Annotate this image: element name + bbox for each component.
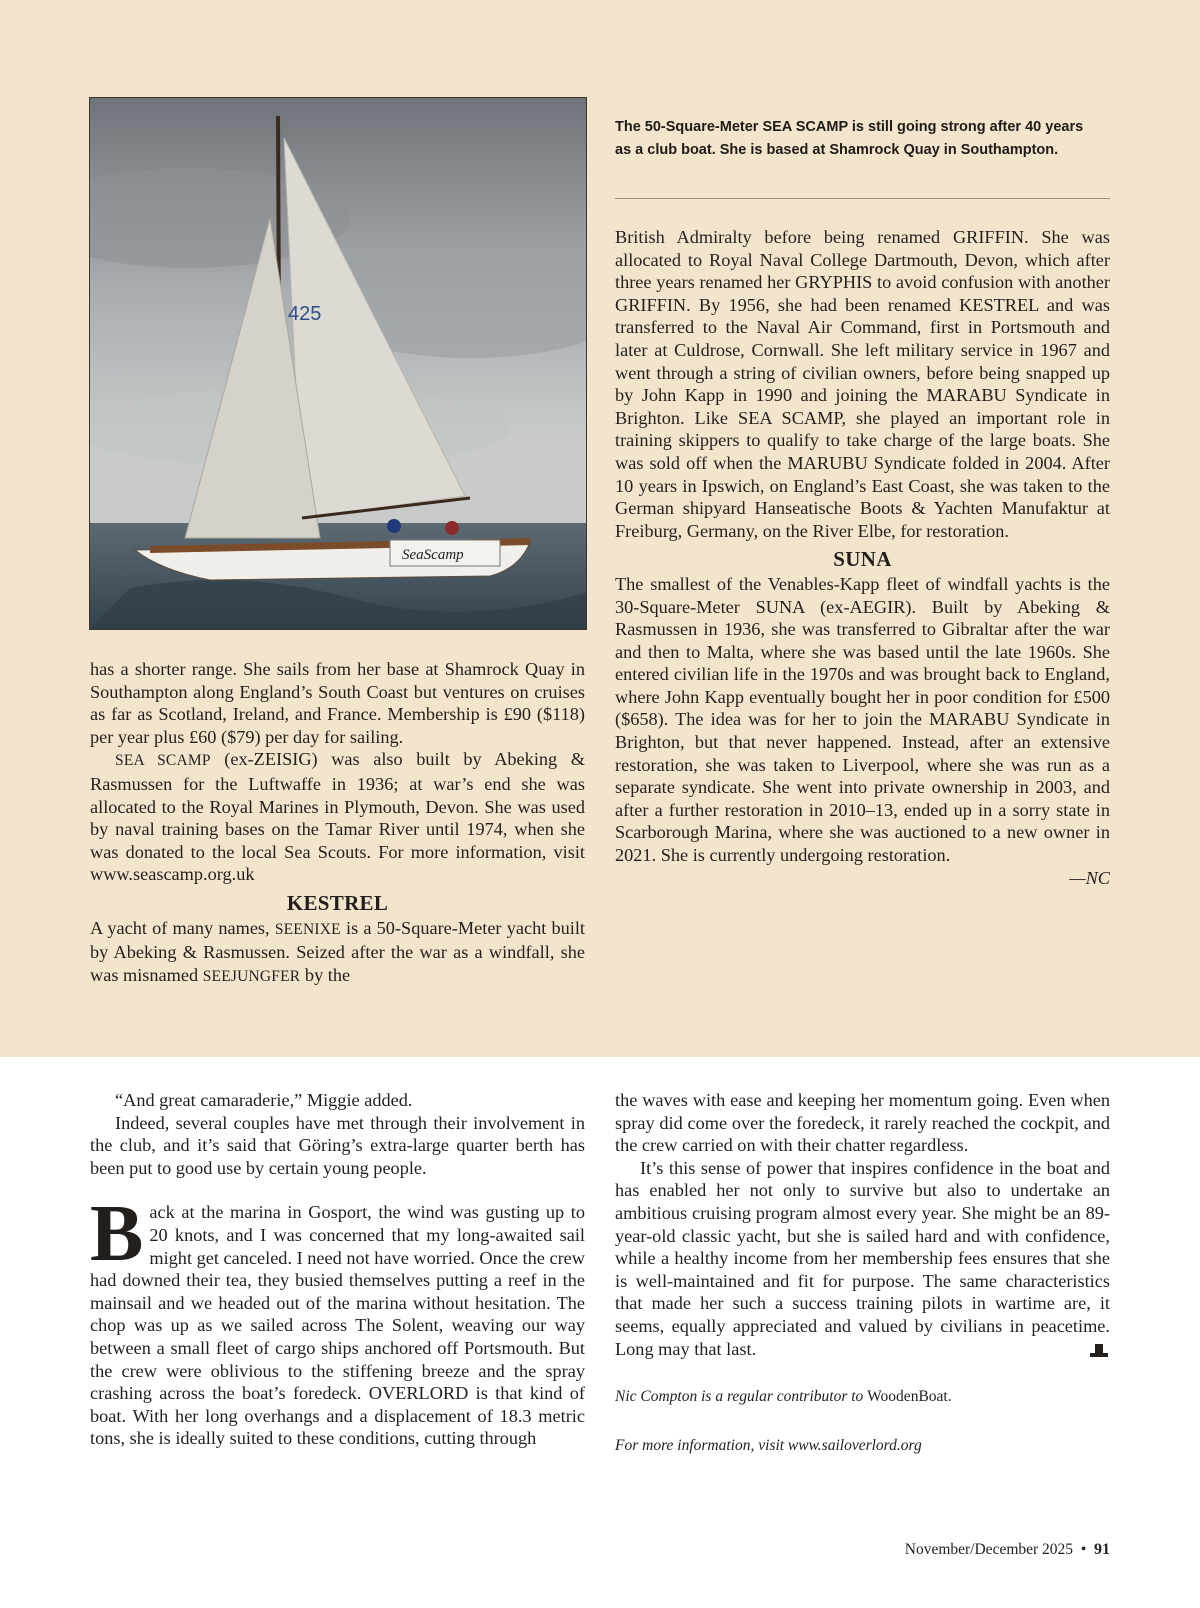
paragraph-text: was also built by Abeking & Rasmussen for the Luftwaffe in 1936; at war’s end she was allocated to the Royal Marines in Plymouth, Devon. She was used by naval training bases on the Tamar River until 1974, when she was donated to the local Sea Scouts. For more information, visit www.seascamp.org.uk <box>90 749 585 885</box>
article-paragraph <box>615 1157 1110 1360</box>
sail-number: 425 <box>288 303 322 325</box>
author-initials: —NC <box>1069 867 1110 888</box>
sea-scamp-paragraph: has a shorter range. She sails from her base at Shamrock Quay in Southampton along England’s South Coast but ventures on cruises as far as Scotland, Ireland, and France. Membership is £90 ($118) per year plus £60 ($79) per day for sailing. <box>90 659 585 747</box>
sailboat-illustration <box>90 98 586 629</box>
kestrel-paragraph <box>90 917 585 989</box>
paragraph-text: It’s this sense of power that inspires confidence in the boat and has enabled her not only to survive but also to undertake an ambitious cruising program almost every year. She might be an 89-year-old classic yacht, but she is sailed hard and with confidence, while a healthy income from her membership fees ensures that she is well-maintained and fit for purpose. The same characteristics that made her such a success training pilots in wartime are, it seems, equally appreciated and valued by civilians in peacetime. Long may that last. <box>615 1157 1110 1359</box>
article-paragraph: “And great camaraderie,” Miggie added. <box>115 1090 413 1110</box>
suna-paragraph: The smallest of the Venables-Kapp fleet of windfall yachts is the 30-Square-Meter SUNA (ex-AEGIR). Built by Abeking & Rasmussen in 1936, she was transferred to Gibraltar after the war and then to Malta, where she was based until the late 1960s. She entered civilian life in the 1970s and was brought back to England, where John Kapp eventually bought her in poor condition for £500 ($658). The idea was for her to join the MARABU Syndicate in Brighton, but that never happened. Instead, after an extensive restoration, she was taken to Liverpool, where she was run as a separate syndicate. She went into private ownership in 2003, and after a further restoration in 2010–13, ended up in a sorry state in Scarborough Marina, where she was auctioned to a new owner in 2021. She is currently undergoing restoration. <box>615 573 1110 866</box>
drop-cap: B <box>90 1190 144 1279</box>
article-paragraph: the waves with ease and keeping her momentum going. Even when spray did come over the foredeck, it rarely reached the cockpit, and the crew carried on with their chatter regardless. <box>615 1090 1110 1156</box>
suna-heading: SUNA <box>833 547 892 572</box>
boat-name: SEA SCAMP <box>115 752 211 770</box>
more-info-link[interactable]: For more information, visit www.sailoverlord.org <box>615 1436 922 1454</box>
paragraph-text: A yacht of many names, <box>90 917 270 938</box>
sailboat-photo <box>89 97 587 630</box>
paragraph-text: ack at the marina in Gosport, the wind was gusting up to 20 knots, and I was concerned that my long-awaited sail might get canceled. I need not have worried. Once the crew had downed their tea, they busied themselves putting a reef in the mainsail and we headed out of the marina without hesitation. The chop was up as we sailed across The Solent, weaving our way between a small fleet of cargo ships anchored off Portsmouth. But the crew were oblivious to the stiffening breeze and the spray crashing across the boat’s foredeck. OVERLORD is that kind of boat. With her long overhangs and a displacement of 18.3 metric tons, she is ideally suited to these conditions, cutting through <box>90 1202 585 1449</box>
sea-scamp-history-paragraph <box>90 748 585 886</box>
kestrel-heading: KESTREL <box>286 890 389 915</box>
caption-divider <box>615 198 1110 199</box>
sidebar-left-column <box>90 658 585 988</box>
page-number: 91 <box>1094 1541 1110 1558</box>
sidebar-right-column <box>615 226 1110 889</box>
hull-name: SeaScamp <box>402 547 464 563</box>
paragraph-text: by the <box>304 964 351 985</box>
end-mark-icon <box>1063 1342 1110 1365</box>
article-paragraph-dropcap <box>90 1190 585 1450</box>
article-left-column <box>90 1089 585 1450</box>
photo-caption: The 50-Square-Meter SEA SCAMP is still going strong after 40 years as a club boat. She is based at Shamrock Quay in Southampton. <box>615 119 1084 158</box>
footer-bullet: • <box>1080 1541 1087 1558</box>
bio-text: Nic Compton is a regular contributor to <box>615 1388 864 1406</box>
author-bio <box>615 1386 1110 1409</box>
article-right-column <box>615 1089 1110 1457</box>
boat-name: SEENIXE <box>274 920 341 938</box>
article-paragraph: Indeed, several couples have met through their involvement in the club, and it’s said that Göring’s extra-large quarter berth has been put to good use by certain young people. <box>90 1112 585 1178</box>
paragraph-text: is a 50-Square-Meter yacht built by Abeking & Rasmussen. Seized after the war as a windfall, she was misnamed <box>90 917 585 985</box>
kestrel-continued-paragraph: British Admiralty before being renamed GRIFFIN. She was allocated to Royal Naval College Dartmouth, Devon, which after three years renamed her GRYPHIS to avoid confusion with another GRIFFIN. By 1956, she had been renamed KESTREL and was transferred to the Naval Air Command, first in Portsmouth and later at Culdrose, Cornwall. She left military service in 1967 and went through a string of civilian owners, before being snapped up by John Kapp in 1990 and joining the MARABU Syndicate in Brighton. Like SEA SCAMP, she played an important role in training skippers to qualify to take charge of the large boats. She was sold off when the MARUBU Syndicate folded in 2004. After 10 years in Ipswich, on England’s East Coast, she was taken to the German shipyard Hanseatische Boots & Yachten Manufaktur at Freiburg, Germany, on the River Elbe, for restoration. <box>615 227 1110 541</box>
magazine-name: WoodenBoat. <box>867 1388 952 1406</box>
boat-name: SEEJUNGFER <box>202 967 301 985</box>
page-footer <box>905 1541 1110 1559</box>
issue-date: November/December 2025 <box>904 1541 1074 1558</box>
former-name: (ex-ZEISIG) <box>224 749 318 770</box>
